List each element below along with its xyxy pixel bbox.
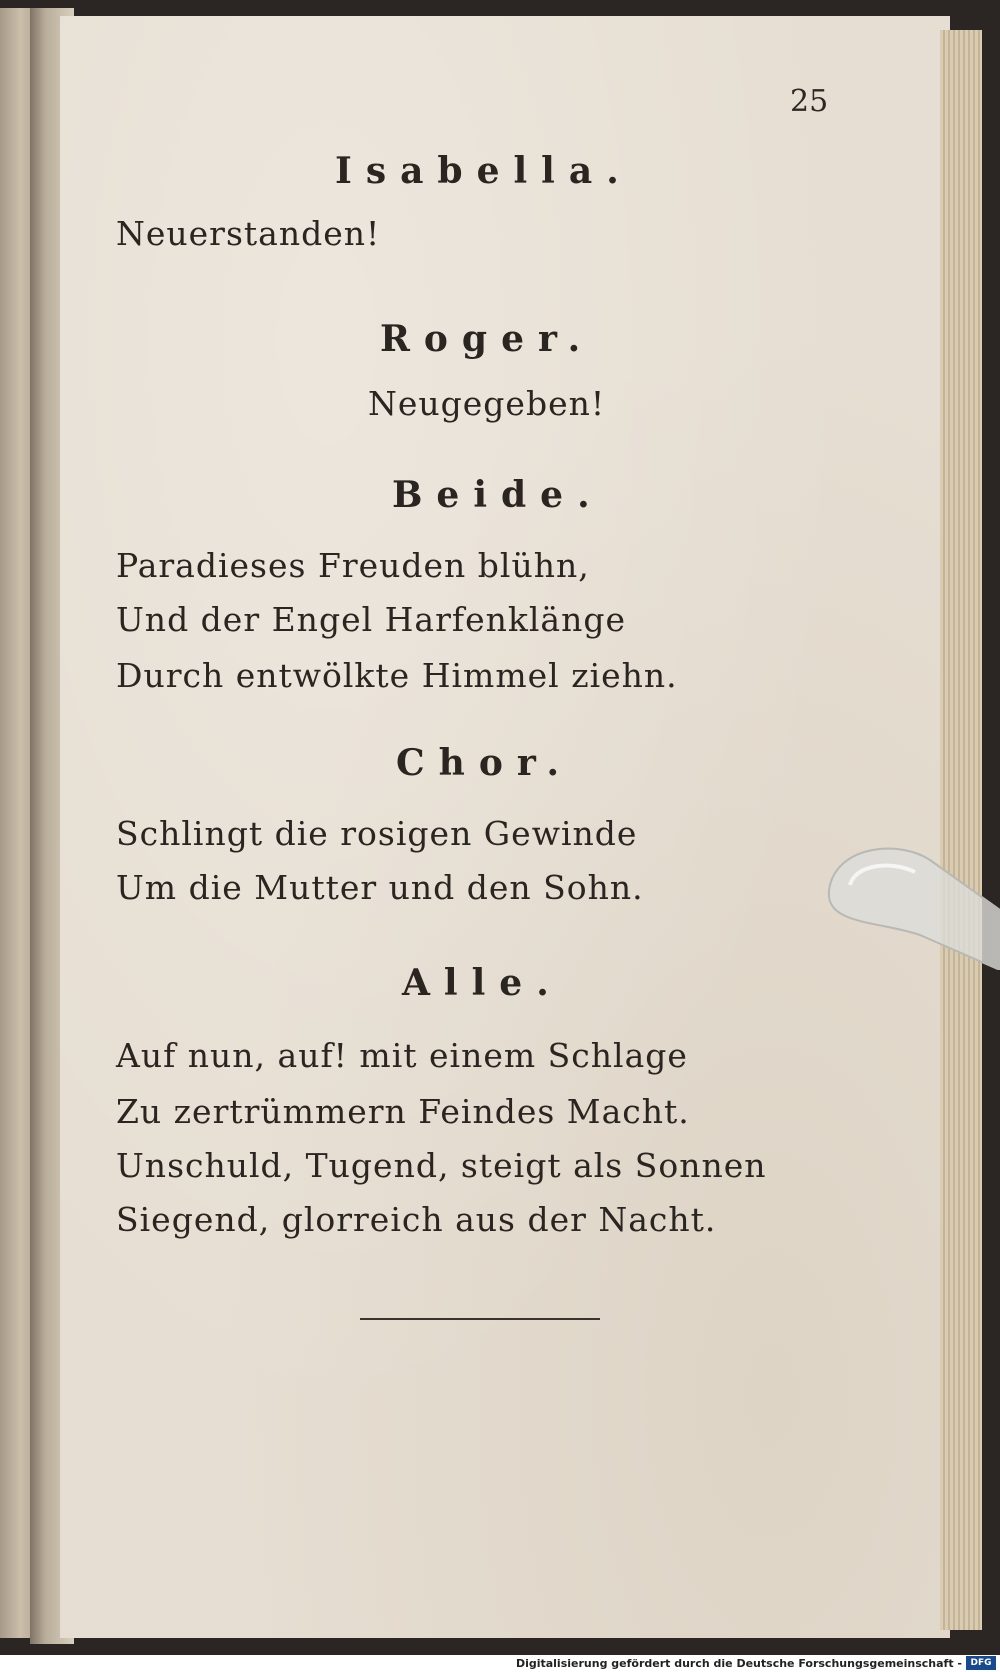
speaker-roger: Roger. (380, 318, 595, 360)
page-number: 25 (790, 84, 829, 119)
verse-line: Neugegeben! (368, 384, 606, 423)
speaker-beide: Beide. (392, 474, 604, 516)
end-rule (360, 1318, 600, 1320)
speaker-alle: Alle. (402, 962, 563, 1004)
verse-line: Und der Engel Harfenklänge (116, 600, 626, 639)
verse-line: Siegend, glorreich aus der Nacht. (116, 1200, 717, 1239)
verse-line: Unschuld, Tugend, steigt als Sonnen (116, 1146, 767, 1185)
page-edges (940, 30, 982, 1630)
dfg-logo: DFG (966, 1656, 996, 1670)
verse-line: Paradieses Freuden blühn, (116, 546, 590, 585)
left-page-edge (0, 8, 34, 1638)
verse-line: Durch entwölkte Himmel ziehn. (116, 656, 678, 695)
speaker-isabella: Isabella. (335, 150, 633, 192)
speaker-chor: Chor. (396, 742, 574, 784)
funding-note: Digitalisierung gefördert durch die Deutsche Forschungsgemeinschaft - (515, 1657, 962, 1670)
verse-line: Um die Mutter und den Sohn. (116, 868, 644, 907)
verse-line: Auf nun, auf! mit einem Schlage (116, 1036, 688, 1075)
verse-line: Neuerstanden! (116, 214, 381, 253)
verse-line: Zu zertrümmern Feindes Macht. (116, 1092, 690, 1131)
page-clip (820, 840, 1000, 970)
verse-line: Schlingt die rosigen Gewinde (116, 814, 638, 853)
